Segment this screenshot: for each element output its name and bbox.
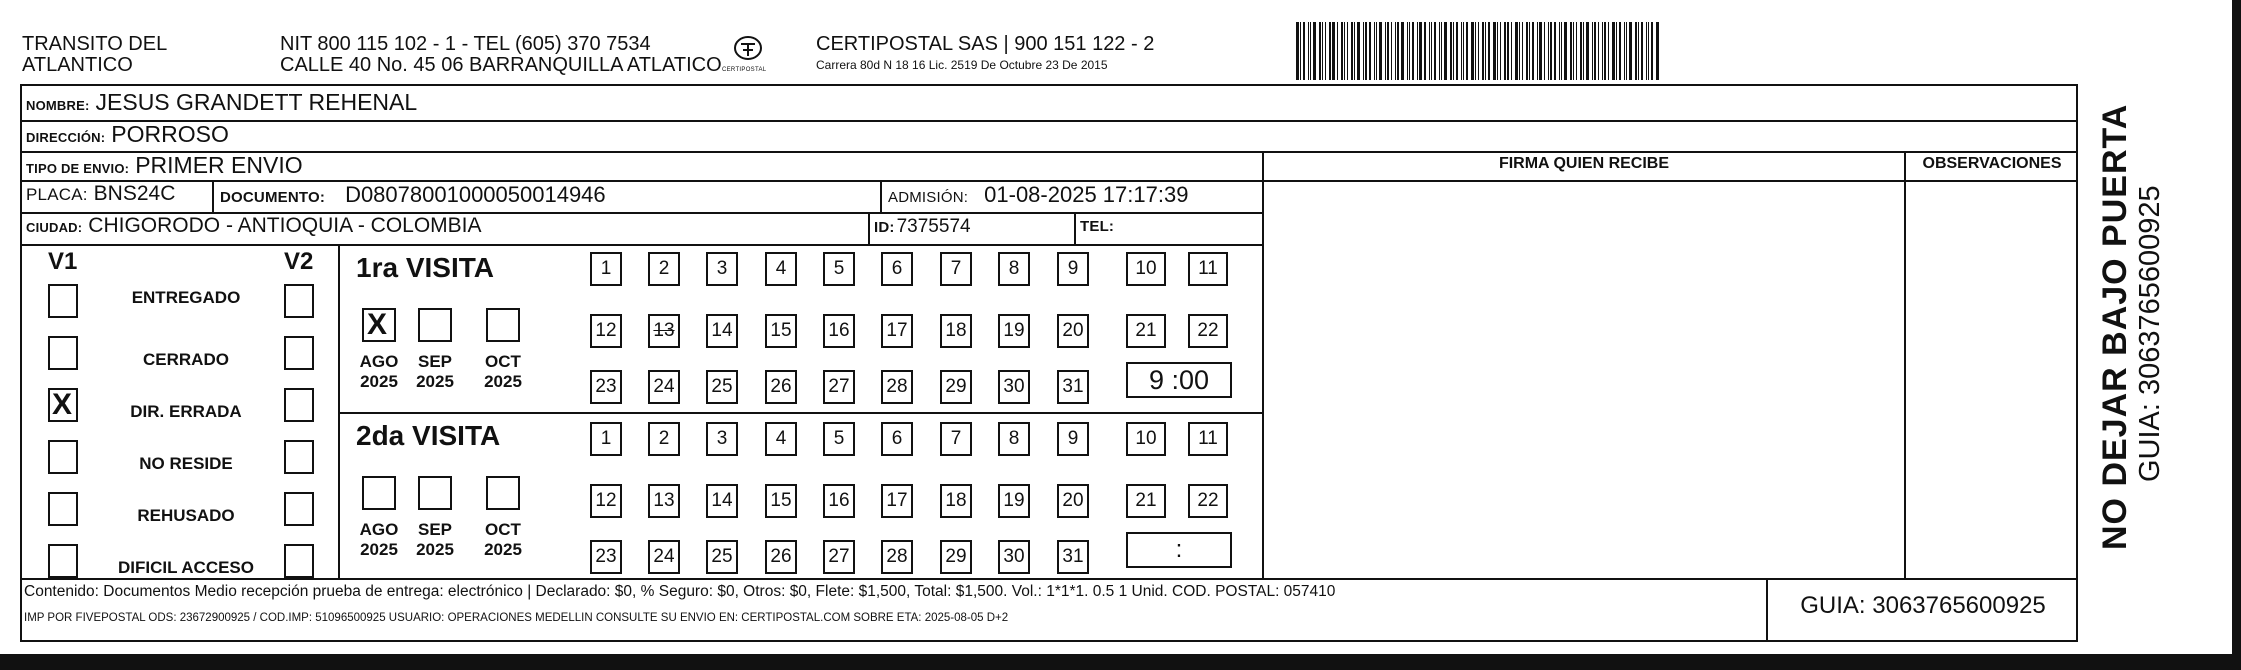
day-box[interactable]: 14 bbox=[706, 314, 738, 348]
day-box[interactable]: 18 bbox=[940, 484, 972, 518]
barcode-bar bbox=[1548, 22, 1549, 80]
v1-checkbox[interactable] bbox=[48, 440, 78, 474]
barcode-bar bbox=[1604, 22, 1606, 80]
barcode-bar bbox=[1409, 22, 1410, 80]
checkmark: X bbox=[52, 388, 73, 421]
day-box[interactable]: 28 bbox=[881, 540, 913, 574]
barcode-bar bbox=[1554, 22, 1556, 80]
plate-field bbox=[26, 182, 175, 206]
barcode-bar bbox=[1648, 22, 1649, 80]
barcode-bar bbox=[1319, 22, 1321, 80]
month-checkbox[interactable] bbox=[418, 308, 452, 342]
side-guia: GUIA: 3063765600925 bbox=[2134, 185, 2166, 482]
v1-checkbox[interactable] bbox=[48, 492, 78, 526]
barcode-bar bbox=[1586, 22, 1589, 80]
barcode-bar bbox=[1365, 22, 1367, 80]
barcode-bar bbox=[1580, 22, 1582, 80]
barcode-bar bbox=[1646, 22, 1647, 80]
year-label: 2025 bbox=[416, 372, 454, 391]
barcode-bar bbox=[1573, 22, 1574, 80]
barcode-bar bbox=[1629, 22, 1632, 80]
recipient-name: JESUS GRANDETT REHENAL bbox=[95, 89, 418, 115]
sender-info bbox=[280, 34, 722, 76]
month-label: OCT bbox=[485, 352, 521, 371]
day-box[interactable]: 10 bbox=[1126, 252, 1166, 286]
imp-line: IMP POR FIVEPOSTAL ODS: 23672900925 / COD.IMP: 51096500925 USUARIO: OPERACIONES MEDELLIN CONSULTE SU ENVIO EN: CERTIPOSTAL.COM SOBRE ETA: 2025-08-05 D+2 bbox=[24, 612, 1009, 624]
day-box[interactable]: 22 bbox=[1188, 484, 1228, 518]
barcode-bar bbox=[1376, 22, 1377, 80]
first-visit-time[interactable] bbox=[1126, 362, 1232, 398]
footer-guia: GUIA: 3063765600925 bbox=[1800, 592, 2046, 619]
barcode-bar bbox=[1385, 22, 1386, 80]
barcode-bar bbox=[1391, 22, 1392, 80]
certipostal-logo-icon bbox=[724, 30, 772, 82]
barcode-bar bbox=[1325, 22, 1326, 80]
send-type: PRIMER ENVIO bbox=[135, 152, 303, 178]
day-box[interactable]: 31 bbox=[1057, 540, 1089, 574]
day-box[interactable]: 26 bbox=[765, 370, 797, 404]
observations-label: OBSERVACIONES bbox=[1922, 155, 2062, 172]
side-warning: NO DEJAR BAJO PUERTA bbox=[2096, 103, 2134, 550]
day-box[interactable]: 3 bbox=[706, 252, 738, 286]
barcode-bar bbox=[1602, 22, 1603, 80]
barcode-bar bbox=[1482, 22, 1484, 80]
day-box[interactable]: 29 bbox=[940, 540, 972, 574]
day-box[interactable]: 17 bbox=[881, 484, 913, 518]
v1-checkbox[interactable] bbox=[48, 544, 78, 578]
barcode-bar bbox=[1475, 22, 1476, 80]
content-line: Contenido: Documentos Medio recepción prueba de entrega: electrónico | Declarado: $0, % Seguro: $0, Otros: $0, Flete: $1,500, Total: $1,500. Vol.: 1*1*1. 0.5 1 Unid. COD. POSTAL: 057410 bbox=[24, 583, 1336, 600]
city-field bbox=[26, 214, 482, 238]
day-box[interactable]: 11 bbox=[1188, 422, 1228, 456]
id-value: 7375574 bbox=[896, 216, 971, 237]
second-visit-time[interactable] bbox=[1126, 532, 1232, 568]
barcode-bar bbox=[1395, 22, 1396, 80]
barcode-bar bbox=[1466, 22, 1468, 80]
barcode-bar bbox=[1651, 22, 1653, 80]
day-box[interactable]: 27 bbox=[823, 540, 855, 574]
month-checkbox[interactable] bbox=[486, 476, 520, 510]
id-field bbox=[874, 216, 971, 238]
day-box[interactable]: 30 bbox=[998, 540, 1030, 574]
first-visit-time-value: 9 :00 bbox=[1148, 365, 1210, 395]
document-field bbox=[220, 182, 606, 208]
barcode-bar bbox=[1313, 22, 1316, 80]
month-label: OCT bbox=[485, 520, 521, 539]
day-box[interactable]: 26 bbox=[765, 540, 797, 574]
right-edge-band bbox=[2232, 0, 2241, 660]
year-label: 2025 bbox=[484, 372, 522, 391]
day-box[interactable]: 20 bbox=[1057, 484, 1089, 518]
barcode-bar bbox=[1351, 22, 1353, 80]
barcode-bar bbox=[1529, 22, 1530, 80]
barcode-bar bbox=[1434, 22, 1436, 80]
day-box[interactable]: 15 bbox=[765, 314, 797, 348]
barcode-bar bbox=[1463, 22, 1464, 80]
barcode-bar bbox=[1497, 22, 1498, 80]
barcode-bar bbox=[1561, 22, 1562, 80]
barcode-bar bbox=[1332, 22, 1335, 80]
day-box[interactable]: 4 bbox=[765, 422, 797, 456]
v2-checkbox[interactable] bbox=[284, 388, 314, 422]
barcode-bar bbox=[1471, 22, 1474, 80]
v2-checkbox[interactable] bbox=[284, 336, 314, 370]
admission-field bbox=[888, 182, 1188, 208]
city-label: CIUDAD: bbox=[26, 220, 83, 235]
logo-caption: CERTIPOSTAL bbox=[722, 67, 767, 73]
signature-area[interactable] bbox=[1264, 180, 1904, 578]
v2-checkbox[interactable] bbox=[284, 544, 314, 578]
barcode-bar bbox=[1570, 22, 1572, 80]
day-box[interactable]: 16 bbox=[823, 314, 855, 348]
barcode-bar bbox=[1526, 22, 1528, 80]
day-box[interactable]: 8 bbox=[998, 422, 1030, 456]
barcode-bar bbox=[1329, 22, 1331, 80]
barcode-bar bbox=[1397, 22, 1399, 80]
day-box[interactable]: 24 bbox=[648, 540, 680, 574]
document-value: D08078001000050014946 bbox=[345, 182, 606, 207]
license-line: Carrera 80d N 18 16 Lic. 2519 De Octubre 23 De 2015 bbox=[816, 58, 1108, 72]
day-box[interactable]: 12 bbox=[590, 484, 622, 518]
barcode-bar bbox=[1401, 22, 1404, 80]
checkmark: X bbox=[367, 308, 388, 341]
day-box[interactable]: 2 bbox=[648, 422, 680, 456]
day-box[interactable]: 3 bbox=[706, 422, 738, 456]
barcode-bar bbox=[1478, 22, 1479, 80]
barcode-bar bbox=[1322, 22, 1323, 80]
barcode-bar bbox=[1485, 22, 1486, 80]
document-label: DOCUMENTO: bbox=[220, 189, 326, 206]
barcode-bar bbox=[1300, 22, 1301, 80]
day-box[interactable]: 9 bbox=[1057, 252, 1089, 286]
v2-checkbox[interactable] bbox=[284, 440, 314, 474]
barcode-bar bbox=[1453, 22, 1454, 80]
barcode-bar bbox=[1387, 22, 1389, 80]
v1-label: V1 bbox=[48, 248, 78, 275]
month-checkbox[interactable] bbox=[362, 476, 396, 510]
v1-checkbox[interactable] bbox=[48, 336, 78, 370]
day-box[interactable]: 29 bbox=[940, 370, 972, 404]
barcode bbox=[1296, 22, 1926, 80]
barcode-bar bbox=[1511, 22, 1512, 80]
day-box[interactable]: 1 bbox=[590, 422, 622, 456]
status-option-label: DIR. ERRADA bbox=[130, 402, 242, 421]
company-name-line-1: TRANSITO DEL bbox=[22, 33, 168, 55]
barcode-bar bbox=[1635, 22, 1637, 80]
courier-line: CERTIPOSTAL SAS | 900 151 122 - 2 bbox=[816, 33, 1155, 55]
barcode-bar bbox=[1379, 22, 1382, 80]
barcode-bar bbox=[1641, 22, 1643, 80]
barcode-bar bbox=[1363, 22, 1364, 80]
day-box[interactable]: 30 bbox=[998, 370, 1030, 404]
plate-value: BNS24C bbox=[93, 182, 176, 205]
barcode-bar bbox=[1431, 22, 1432, 80]
barcode-bar bbox=[1417, 22, 1418, 80]
day-box[interactable]: 6 bbox=[881, 252, 913, 286]
recipient-address: PORROSO bbox=[111, 121, 229, 147]
barcode-bar bbox=[1532, 22, 1534, 80]
day-box[interactable]: 27 bbox=[823, 370, 855, 404]
bottom-band bbox=[0, 654, 2241, 670]
day-box[interactable]: 22 bbox=[1188, 314, 1228, 348]
barcode-bar bbox=[1357, 22, 1360, 80]
day-box[interactable]: 21 bbox=[1126, 484, 1166, 518]
observations-area[interactable] bbox=[1906, 180, 2076, 578]
barcode-bar bbox=[1412, 22, 1414, 80]
address-label: DIRECCIÓN: bbox=[26, 130, 106, 145]
first-visit-title: 1ra VISITA bbox=[356, 252, 494, 283]
month-label: SEP bbox=[417, 352, 453, 371]
day-box[interactable]: 20 bbox=[1057, 314, 1089, 348]
barcode-bar bbox=[1539, 22, 1542, 80]
barcode-bar bbox=[1488, 22, 1490, 80]
barcode-bar bbox=[1296, 22, 1299, 80]
day-box[interactable]: 7 bbox=[940, 252, 972, 286]
year-label: 2025 bbox=[360, 540, 398, 559]
v2-checkbox[interactable] bbox=[284, 284, 314, 318]
day-box[interactable]: 19 bbox=[998, 484, 1030, 518]
day-box[interactable]: 4 bbox=[765, 252, 797, 286]
day-box[interactable]: 18 bbox=[940, 314, 972, 348]
barcode-bar bbox=[1619, 22, 1621, 80]
barcode-bar bbox=[1522, 22, 1523, 80]
day-box[interactable]: 8 bbox=[998, 252, 1030, 286]
barcode-bar bbox=[1504, 22, 1506, 80]
plate-label: PLACA: bbox=[26, 185, 88, 204]
day-box[interactable]: 2 bbox=[648, 252, 680, 286]
barcode-bar bbox=[1537, 22, 1538, 80]
barcode-bar bbox=[1594, 22, 1596, 80]
status-option-label: ENTREGADO bbox=[131, 288, 241, 307]
day-box[interactable]: 23 bbox=[590, 540, 622, 574]
name-label: NOMBRE: bbox=[26, 98, 90, 113]
barcode-bar bbox=[1407, 22, 1408, 80]
year-label: 2025 bbox=[360, 372, 398, 391]
id-label: ID: bbox=[874, 219, 895, 236]
day-box[interactable]: 25 bbox=[706, 370, 738, 404]
barcode-bar bbox=[1344, 22, 1345, 80]
barcode-bar bbox=[1461, 22, 1462, 80]
month-checkbox[interactable] bbox=[486, 308, 520, 342]
barcode-bar bbox=[1500, 22, 1501, 80]
second-visit-time-value: : bbox=[1175, 536, 1183, 563]
barcode-bar bbox=[1598, 22, 1599, 80]
month-label: SEP bbox=[417, 520, 453, 539]
day-box[interactable]: 24 bbox=[648, 370, 680, 404]
barcode-bar bbox=[1374, 22, 1375, 80]
barcode-bar bbox=[1308, 22, 1309, 80]
day-box[interactable]: 28 bbox=[881, 370, 913, 404]
barcode-bar bbox=[1638, 22, 1639, 80]
day-box[interactable]: 13 bbox=[648, 484, 680, 518]
barcode-bar bbox=[1369, 22, 1371, 80]
barcode-bar bbox=[1515, 22, 1518, 80]
company-name bbox=[22, 34, 167, 76]
barcode-bar bbox=[1592, 22, 1593, 80]
month-checkbox[interactable] bbox=[418, 476, 452, 510]
barcode-bar bbox=[1419, 22, 1422, 80]
barcode-bar bbox=[1576, 22, 1577, 80]
barcode-bar bbox=[1310, 22, 1311, 80]
year-label: 2025 bbox=[484, 540, 522, 559]
address-line: CALLE 40 No. 45 06 BARRANQUILLA ATLATICO bbox=[280, 54, 722, 76]
barcode-bar bbox=[1493, 22, 1496, 80]
barcode-bar bbox=[1303, 22, 1305, 80]
day-box[interactable]: 5 bbox=[823, 422, 855, 456]
day-box[interactable]: 17 bbox=[881, 314, 913, 348]
day-box[interactable]: 19 bbox=[998, 314, 1030, 348]
day-box[interactable]: 13 bbox=[648, 314, 680, 348]
barcode-bar bbox=[1616, 22, 1617, 80]
status-option-label: DIFICIL ACCESO bbox=[117, 558, 254, 577]
admission-label: ADMISIÓN: bbox=[888, 189, 969, 206]
day-box[interactable]: 10 bbox=[1126, 422, 1166, 456]
barcode-bar bbox=[1456, 22, 1458, 80]
send-type-label: TIPO DE ENVIO: bbox=[26, 161, 130, 176]
day-box[interactable]: 16 bbox=[823, 484, 855, 518]
barcode-bar bbox=[1354, 22, 1355, 80]
barcode-bar bbox=[1624, 22, 1625, 80]
status-option-label: REHUSADO bbox=[137, 506, 235, 525]
day-box[interactable]: 21 bbox=[1126, 314, 1166, 348]
company-name-line-2: ATLANTICO bbox=[22, 54, 133, 76]
barcode-bar bbox=[1337, 22, 1338, 80]
day-box[interactable]: 11 bbox=[1188, 252, 1228, 286]
v2-label: V2 bbox=[284, 248, 314, 275]
month-label: AGO bbox=[359, 520, 399, 539]
v2-checkbox[interactable] bbox=[284, 492, 314, 526]
day-box[interactable]: 31 bbox=[1057, 370, 1089, 404]
day-box[interactable]: 23 bbox=[590, 370, 622, 404]
day-box[interactable]: 9 bbox=[1057, 422, 1089, 456]
barcode-bar bbox=[1341, 22, 1343, 80]
month-label: AGO bbox=[359, 352, 399, 371]
barcode-bar bbox=[1583, 22, 1584, 80]
v1-checkbox[interactable] bbox=[48, 284, 78, 318]
status-option-label: NO RESIDE bbox=[139, 454, 233, 473]
day-box[interactable]: 5 bbox=[823, 252, 855, 286]
barcode-bar bbox=[1612, 22, 1615, 80]
day-box[interactable]: 12 bbox=[590, 314, 622, 348]
barcode-bar bbox=[1559, 22, 1560, 80]
day-box[interactable]: 1 bbox=[590, 252, 622, 286]
nit-line: NIT 800 115 102 - 1 - TEL (605) 370 7534 bbox=[280, 33, 651, 55]
barcode-bar bbox=[1656, 22, 1659, 80]
address-row bbox=[26, 121, 229, 148]
barcode-bar bbox=[1439, 22, 1440, 80]
barcode-bar bbox=[1424, 22, 1426, 80]
send-type-row bbox=[26, 152, 303, 179]
barcode-bar bbox=[1450, 22, 1452, 80]
city-value: CHIGORODO - ANTIOQUIA - COLOMBIA bbox=[88, 214, 482, 237]
day-box[interactable]: 14 bbox=[706, 484, 738, 518]
day-box[interactable]: 7 bbox=[940, 422, 972, 456]
barcode-bar bbox=[1347, 22, 1348, 80]
tel-field bbox=[1080, 218, 1120, 235]
barcode-bar bbox=[1626, 22, 1627, 80]
second-visit-title: 2da VISITA bbox=[356, 420, 501, 451]
year-label: 2025 bbox=[416, 540, 454, 559]
barcode-bar bbox=[1444, 22, 1447, 80]
barcode-bar bbox=[1441, 22, 1442, 80]
name-row bbox=[26, 89, 417, 116]
barcode-bar bbox=[1564, 22, 1567, 80]
courier-info bbox=[816, 34, 1154, 72]
day-box[interactable]: 15 bbox=[765, 484, 797, 518]
day-box[interactable]: 6 bbox=[881, 422, 913, 456]
tel-label: TEL: bbox=[1080, 218, 1115, 235]
signature-label: FIRMA QUIEN RECIBE bbox=[1498, 155, 1670, 172]
barcode-bar bbox=[1550, 22, 1552, 80]
barcode-bar bbox=[1544, 22, 1545, 80]
barcode-bar bbox=[1429, 22, 1430, 80]
barcode-bar bbox=[1608, 22, 1609, 80]
status-option-label: CERRADO bbox=[143, 350, 229, 369]
day-box[interactable]: 25 bbox=[706, 540, 738, 574]
barcode-bar bbox=[1507, 22, 1509, 80]
barcode-bar bbox=[1519, 22, 1520, 80]
admission-value: 01-08-2025 17:17:39 bbox=[984, 182, 1189, 207]
